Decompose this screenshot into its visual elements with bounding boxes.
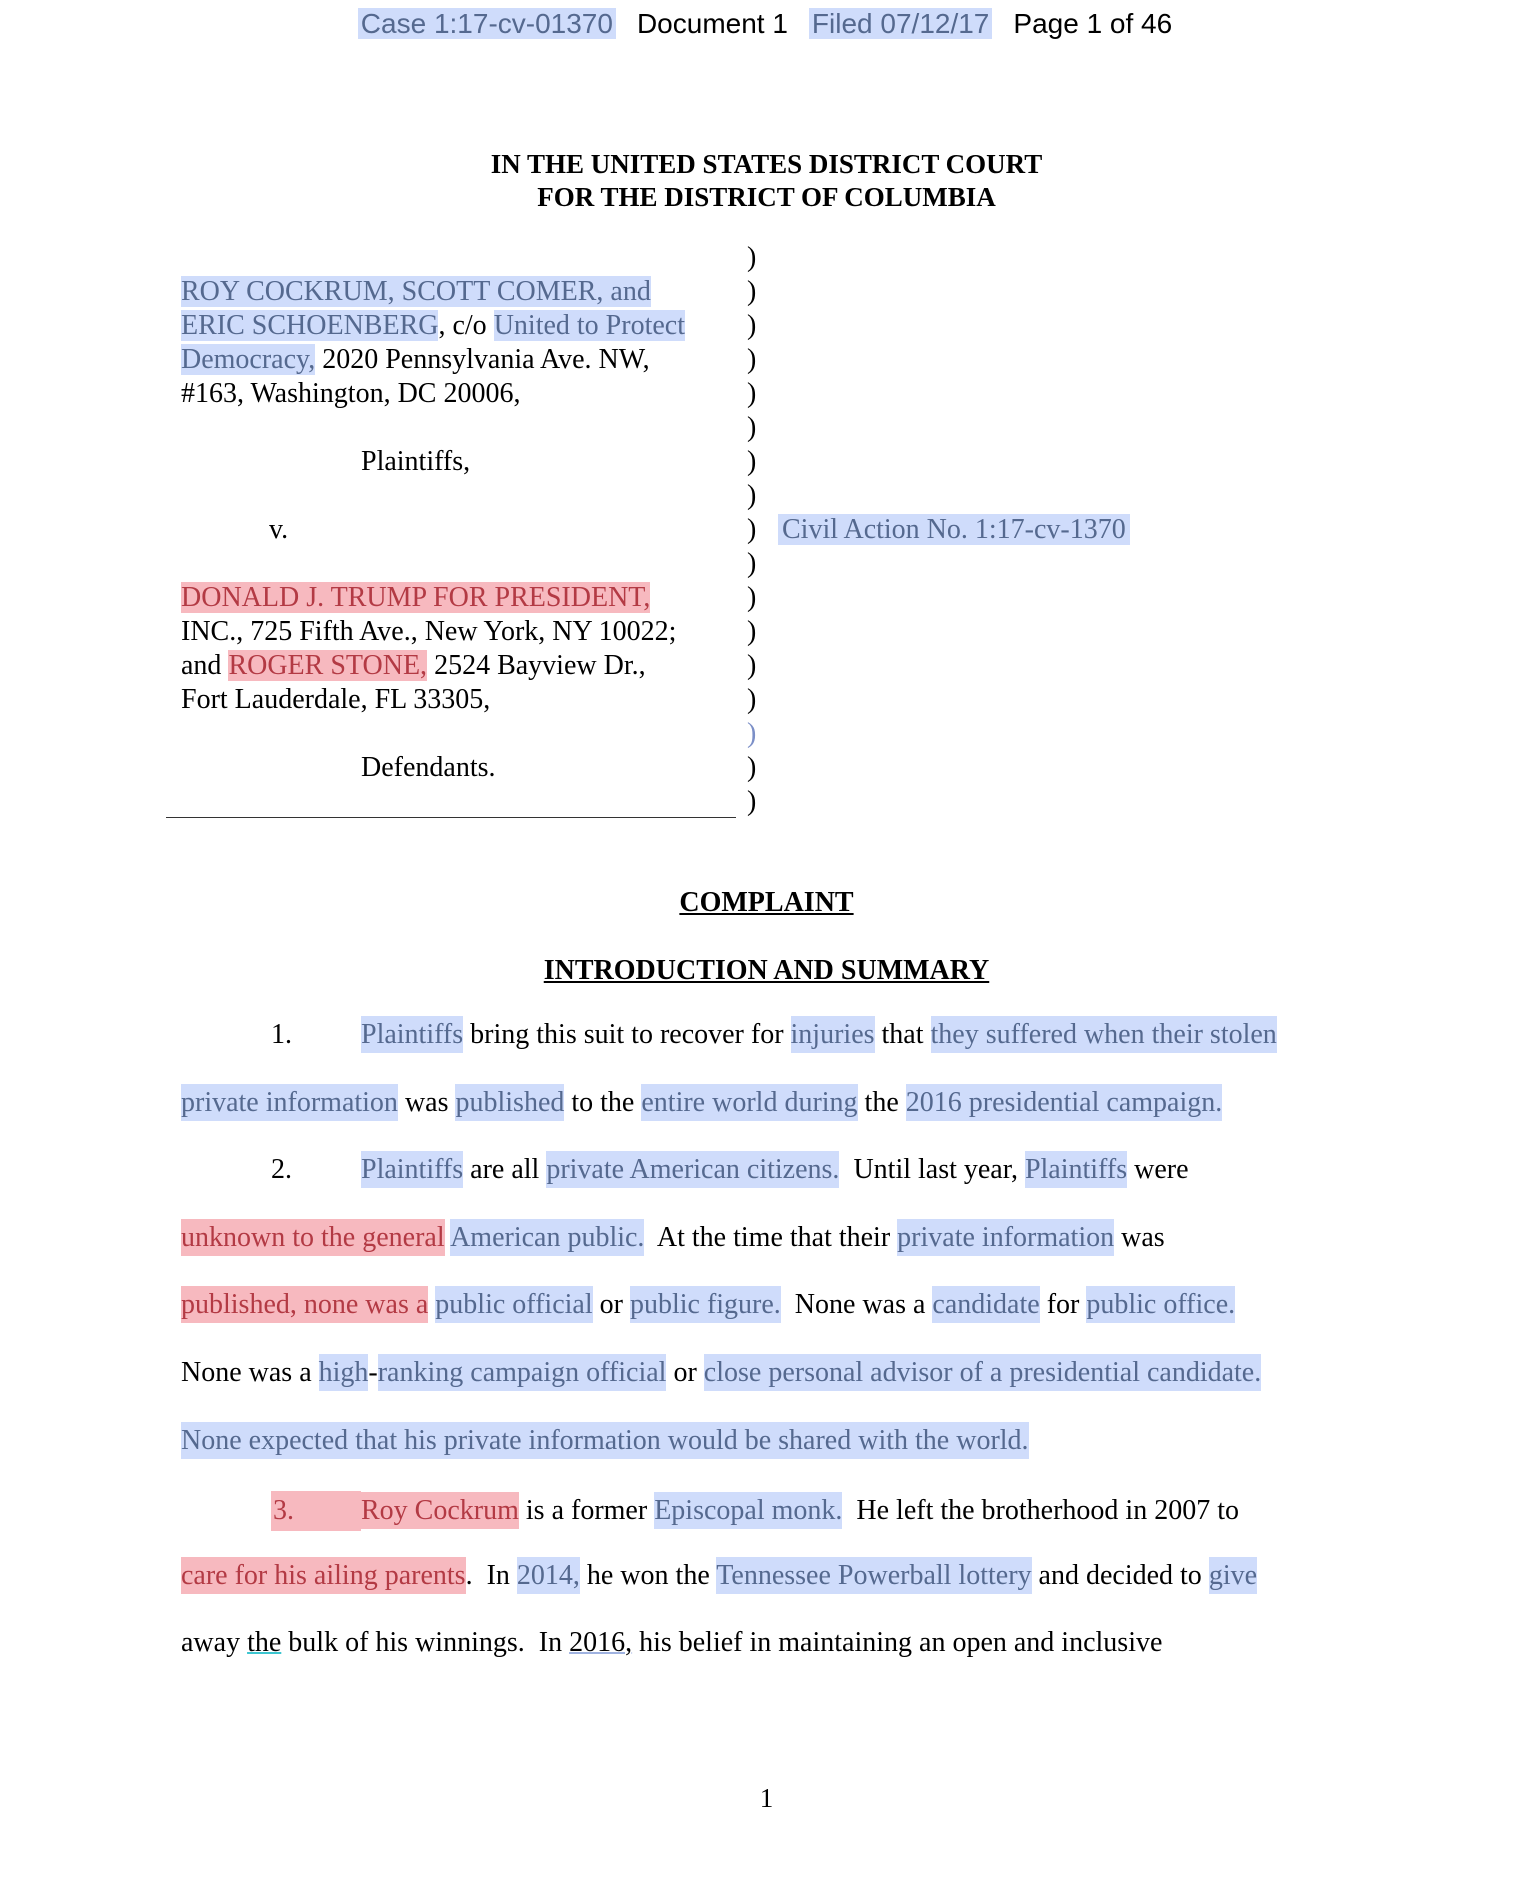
highlight: American public. <box>450 1219 644 1256</box>
page-number: 1 <box>759 1783 774 1813</box>
text: for <box>1039 1289 1087 1321</box>
paren: ) <box>747 514 757 545</box>
highlight: None expected that his private information would be shared with the world. <box>181 1422 1029 1459</box>
defendant-2-address: 2524 Bayview Dr., <box>427 650 646 681</box>
versus-label: v. <box>269 514 289 545</box>
highlight: entire world during <box>641 1084 857 1121</box>
highlight: public office. <box>1086 1286 1235 1323</box>
paren: ) <box>747 582 757 613</box>
paren: ) <box>747 242 757 273</box>
organization-name: United to Protect <box>493 310 685 341</box>
paren: ) <box>747 310 757 341</box>
complaint-heading: COMPLAINT <box>679 887 854 918</box>
text: his belief in maintaining an open and inclusive <box>632 1627 1163 1659</box>
paren: ) <box>747 446 757 477</box>
organization-name-cont: Democracy, <box>181 344 316 375</box>
text: He left the brotherhood in 2007 to <box>842 1495 1239 1527</box>
civil-action-number <box>778 513 1130 547</box>
paragraph-2-line-5 <box>181 1424 1361 1492</box>
paren: ) <box>747 276 757 307</box>
case-caption-parties <box>181 275 741 785</box>
highlight: ranking campaign official <box>378 1354 667 1391</box>
paren: ) <box>747 752 757 783</box>
text: the <box>857 1086 906 1118</box>
highlight: 2014, <box>517 1557 580 1594</box>
highlight: Plaintiffs <box>361 1016 463 1053</box>
text: or <box>666 1356 704 1388</box>
plaintiff-name: ERIC SCHOENBERG <box>181 310 439 341</box>
paren: ) <box>747 480 757 511</box>
paren: ) <box>747 684 757 715</box>
ecf-header-stamp <box>0 4 1533 44</box>
paragraph-number: 1. <box>271 1019 292 1050</box>
text: or <box>592 1289 630 1321</box>
defendant-1: DONALD J. TRUMP FOR PRESIDENT, <box>181 582 651 613</box>
defendant-1-address: INC., 725 Fifth Ave., New York, NY 10022; <box>181 616 677 647</box>
care-of: , c/o <box>438 310 494 341</box>
case-number: Case 1:17-cv-01370 <box>358 8 616 39</box>
text: was <box>1114 1221 1165 1253</box>
highlight: public official <box>435 1286 592 1323</box>
text: - <box>368 1356 378 1388</box>
page-count: Page 1 of 46 <box>1013 8 1173 39</box>
highlight: Tennessee Powerball lottery <box>716 1557 1031 1594</box>
plaintiffs-address: 2020 Pennsylvania Ave. NW, <box>315 344 650 375</box>
paragraph-2-line-1 <box>181 1153 1361 1221</box>
paren: ) <box>747 718 757 749</box>
highlight: published <box>455 1084 564 1121</box>
highlight: close personal advisor of a presidential candidate. <box>704 1354 1261 1391</box>
annotated-word: 2016, <box>569 1627 633 1659</box>
filed-date: Filed 07/12/17 <box>809 8 992 39</box>
paren: ) <box>747 650 757 681</box>
text: to the <box>564 1086 642 1118</box>
text: None was a <box>181 1356 319 1388</box>
complaint-body <box>181 1018 1361 1694</box>
paren: ) <box>747 412 757 443</box>
text: bring this suit to recover for <box>463 1019 791 1050</box>
highlight: private American citizens. <box>546 1151 839 1188</box>
highlight: they suffered when their stolen <box>931 1016 1277 1053</box>
text: he won the <box>579 1559 717 1591</box>
defendant-2: ROGER STONE, <box>228 650 428 681</box>
paragraph-number: 2. <box>271 1154 292 1186</box>
civil-action-text: Civil Action No. 1:17-cv-1370 <box>778 514 1130 545</box>
highlight: give <box>1209 1557 1257 1594</box>
annotated-word: the <box>247 1627 282 1659</box>
paragraph-3-line-2 <box>181 1559 1361 1627</box>
defendant-2-city: Fort Lauderdale, FL 33305, <box>181 684 491 715</box>
text: were <box>1127 1154 1189 1186</box>
court-title-line1: IN THE UNITED STATES DISTRICT COURT <box>490 149 1043 179</box>
paren: ) <box>747 786 757 817</box>
plaintiffs-address-cont: #163, Washington, DC 20006, <box>181 378 521 409</box>
paragraph-3-line-3 <box>181 1626 1361 1694</box>
highlight: Episcopal monk. <box>654 1492 842 1529</box>
text: None was a <box>780 1289 933 1321</box>
paragraph-2-line-4 <box>181 1356 1361 1424</box>
document-number: Document 1 <box>636 8 788 39</box>
highlight: private information <box>897 1219 1114 1256</box>
paren: ) <box>747 344 757 375</box>
highlight-red: published, none was a <box>181 1286 428 1323</box>
highlight: high <box>319 1354 369 1391</box>
highlight: Plaintiffs <box>361 1151 463 1188</box>
paragraph-2-line-3 <box>181 1288 1361 1356</box>
text: bulk of his winnings. In <box>281 1627 570 1659</box>
paragraph-number-highlighted: 3. <box>271 1491 361 1531</box>
plaintiffs-names: ROY COCKRUM, SCOTT COMER, and <box>181 276 651 307</box>
caption-paren-column <box>747 241 756 819</box>
text: . In <box>465 1559 517 1591</box>
paren: ) <box>747 378 757 409</box>
defendants-label: Defendants. <box>361 752 496 783</box>
highlight: Plaintiffs <box>1025 1151 1127 1188</box>
plaintiffs-label: Plaintiffs, <box>361 446 471 477</box>
text: was <box>397 1086 456 1118</box>
text: away <box>181 1627 248 1659</box>
text: Until last year, <box>839 1154 1025 1186</box>
text: is a former <box>518 1495 655 1527</box>
caption-rule <box>166 817 736 818</box>
and-word: and <box>181 650 229 681</box>
intro-heading: INTRODUCTION AND SUMMARY <box>543 955 990 986</box>
highlight: candidate <box>932 1286 1039 1323</box>
text: and decided to <box>1031 1559 1209 1591</box>
paren: ) <box>747 616 757 647</box>
text: At the time that their <box>644 1221 898 1253</box>
highlight-red: unknown to the general <box>181 1219 445 1256</box>
highlight-red: Roy Cockrum <box>361 1492 519 1529</box>
text: are all <box>463 1154 547 1186</box>
paren: ) <box>747 548 757 579</box>
paragraph-1-line-1 <box>181 1018 1361 1086</box>
highlight: injuries <box>791 1016 875 1053</box>
highlight: private information <box>181 1084 398 1121</box>
highlight: 2016 presidential campaign. <box>906 1084 1222 1121</box>
paragraph-3-line-1 <box>181 1491 1361 1559</box>
text: that <box>874 1019 931 1050</box>
paragraph-2-line-2 <box>181 1221 1361 1289</box>
paragraph-1-line-2 <box>181 1086 1361 1154</box>
court-title <box>0 148 1533 214</box>
court-title-line2: FOR THE DISTRICT OF COLUMBIA <box>537 182 996 212</box>
highlight-red: care for his ailing parents <box>181 1557 466 1594</box>
highlight: public figure. <box>630 1286 781 1323</box>
